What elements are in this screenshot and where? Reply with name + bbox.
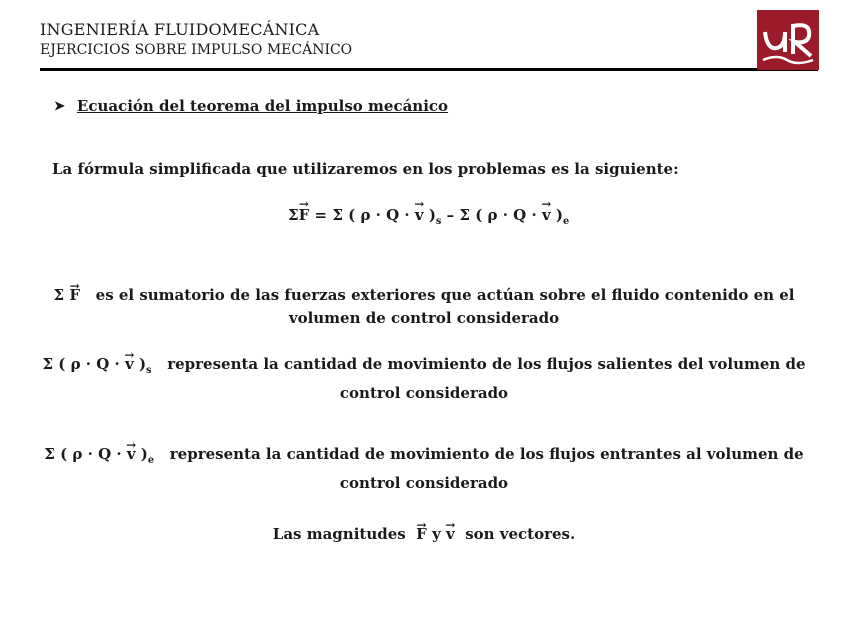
equals-sign: = xyxy=(314,206,328,224)
closing-after: son vectores. xyxy=(465,525,576,543)
course-subtitle: EJERCICIOS SOBRE IMPULSO MECÁNICO xyxy=(40,42,353,58)
force-description xyxy=(0,284,848,330)
outflow-term-close: ) xyxy=(138,355,147,373)
outflow-term-open: Σ ( ρ · Q · xyxy=(332,206,410,224)
force-text-line1: es el sumatorio de las fuerzas exteriores que actúan sobre el fluido contenido en el xyxy=(95,286,795,304)
force-vector: → F xyxy=(416,523,427,546)
document-header xyxy=(40,20,352,60)
sigma-symbol: Σ xyxy=(53,286,65,304)
university-logo xyxy=(757,10,819,70)
outflow-text-line2: control considerado xyxy=(339,384,509,402)
intro-text: La fórmula simplificada que utilizaremos en los problemas es la siguiente: xyxy=(52,160,679,178)
subscript-e: e xyxy=(147,455,155,466)
minus-sign: – xyxy=(446,206,455,224)
header-divider xyxy=(40,68,818,71)
velocity-vector: → v xyxy=(125,353,134,376)
outflow-term-open: Σ ( ρ · Q · xyxy=(42,355,120,373)
subscript-e: e xyxy=(563,216,570,227)
sigma-symbol: Σ xyxy=(288,206,299,224)
inflow-description xyxy=(0,443,848,495)
inflow-term-close: ) xyxy=(140,445,148,463)
force-vector: → F xyxy=(299,206,310,224)
arrow-bullet-icon: ➤ xyxy=(54,98,65,114)
inflow-text-line2: control considerado xyxy=(339,474,509,492)
inflow-text-line1: representa la cantidad de movimiento de los flujos entrantes al volumen de xyxy=(169,445,804,463)
section-title: Ecuación del teorema del impulso mecánico xyxy=(76,97,449,115)
inflow-term-close: ) xyxy=(555,206,563,224)
course-title: INGENIERÍA FLUIDOMECÁNICA xyxy=(40,20,320,39)
outflow-text-line1: representa la cantidad de movimiento de los flujos salientes del volumen de xyxy=(167,355,806,373)
inflow-term-open: Σ ( ρ · Q · xyxy=(44,445,122,463)
velocity-vector: → v xyxy=(542,206,551,224)
subscript-s: s xyxy=(146,365,152,376)
closing-statement xyxy=(0,523,848,546)
closing-before: Las magnitudes xyxy=(272,525,406,543)
outflow-term-close: ) xyxy=(428,206,436,224)
closing-middle: y xyxy=(432,525,441,543)
velocity-vector: → v xyxy=(446,523,455,546)
main-equation xyxy=(288,206,569,227)
section-heading xyxy=(54,97,448,115)
velocity-vector: → v xyxy=(127,443,136,466)
force-vector: → F xyxy=(69,284,80,307)
inflow-term-open: Σ ( ρ · Q · xyxy=(459,206,537,224)
force-text-line2: volumen de control considerado xyxy=(288,309,560,327)
velocity-vector: → v xyxy=(415,206,424,224)
subscript-s: s xyxy=(435,216,442,227)
outflow-description xyxy=(0,353,848,405)
logo-mark-icon xyxy=(757,10,819,70)
